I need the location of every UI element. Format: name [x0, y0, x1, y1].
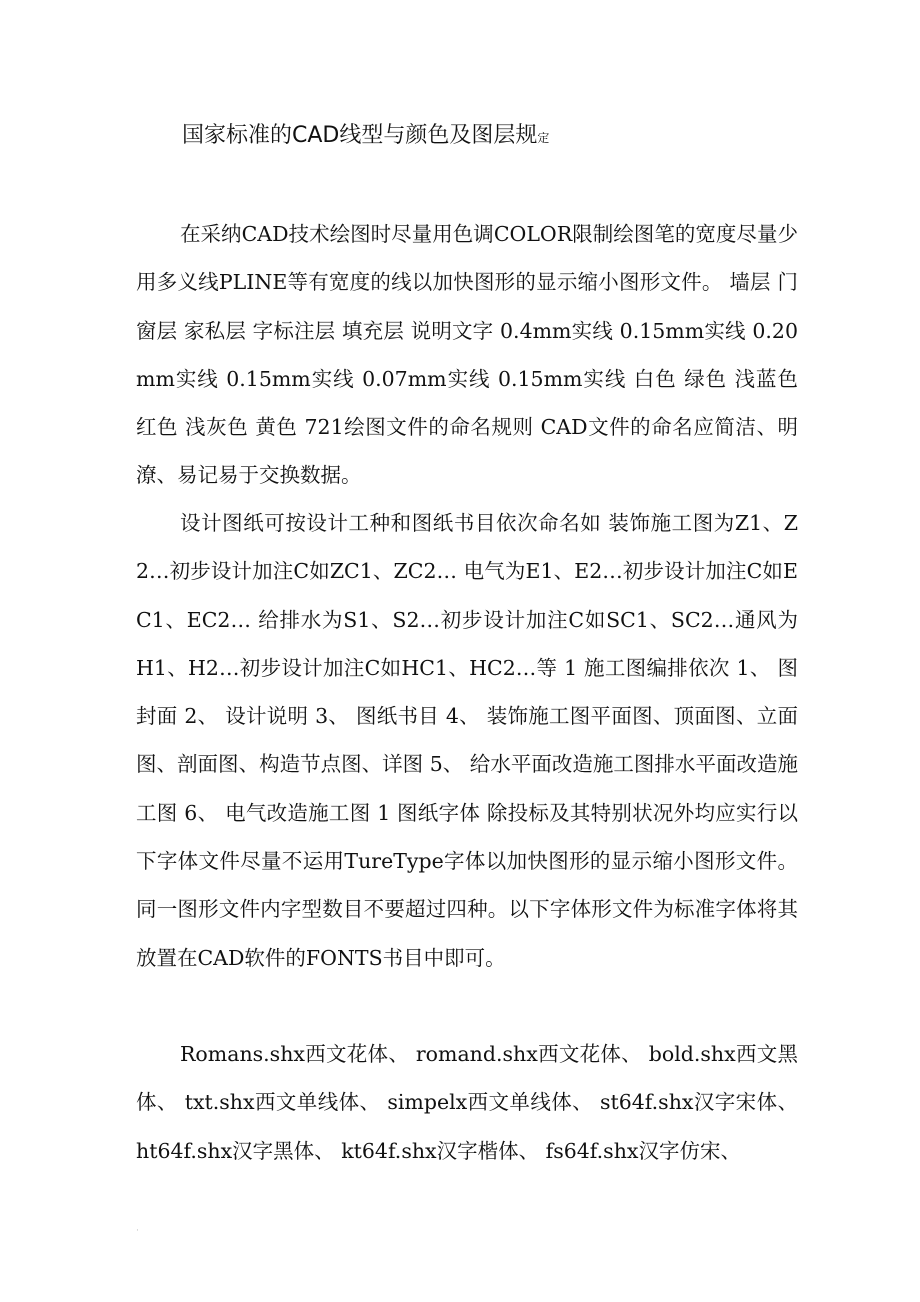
- title-small-char: 定: [537, 131, 550, 145]
- paragraph-3: Romans.shx西文花体、 romand.shx西文花体、 bold.shx西文黑体、 txt.shx西文单线体、 simpelx西文单线体、 st64f.shx汉字宋体、 ht64f.shx汉字黑体、 kt64f.shx汉字楷体、 fs64f.shx汉字仿宋、: [136, 1042, 798, 1163]
- document-title: [182, 121, 782, 153]
- paragraph-1: 在采纳CAD技术绘图时尽量用色调COLOR限制绘图笔的宽度尽量少用多义线PLINE等有宽度的线以加快图形的显示缩小图形文件。 墙层 门窗层 家私层 字标注层 填充层 说明文字 0.4mm实线 0.15mm实线 0.20mm实线 0.15mm实线 0.07mm实线 0.15mm实线 白色 绿色 浅蓝色 红色 浅灰色 黄色 721绘图文件的命名规则 CAD文件的命名应简洁、明潦、易记易于交换数据。: [136, 222, 798, 488]
- page-mark: ·: [136, 1226, 139, 1236]
- paragraph-2: 设计图纸可按设计工种和图纸书目依次命名如 装饰施工图为Z1、Z2…初步设计加注C如ZC1、ZC2… 电气为E1、E2…初步设计加注C如EC1、EC2… 给排水为S1、S2…初步设计加注C如SC1、SC2…通风为H1、H2…初步设计加注C如HC1、HC2…等 1 施工图编排依次 1、 图封面 2、 设计说明 3、 图纸书目 4、 装饰施工图平面图、顶面图、立面图、剖面图、构造节点图、详图 5、 给水平面改造施工图排水平面改造施工图 6、 电气改造施工图 1 图纸字体 除投标及其特别状况外均应实行以下字体文件尽量不运用TureType字体以加快图形的显示缩小图形文件。同一图形文件内字型数目不要超过四种。以下字体形文件为标准字体将其放置在CAD软件的FONTS书目中即可。: [136, 511, 798, 970]
- title-text: 国家标准的CAD线型与颜色及图层规: [182, 123, 538, 148]
